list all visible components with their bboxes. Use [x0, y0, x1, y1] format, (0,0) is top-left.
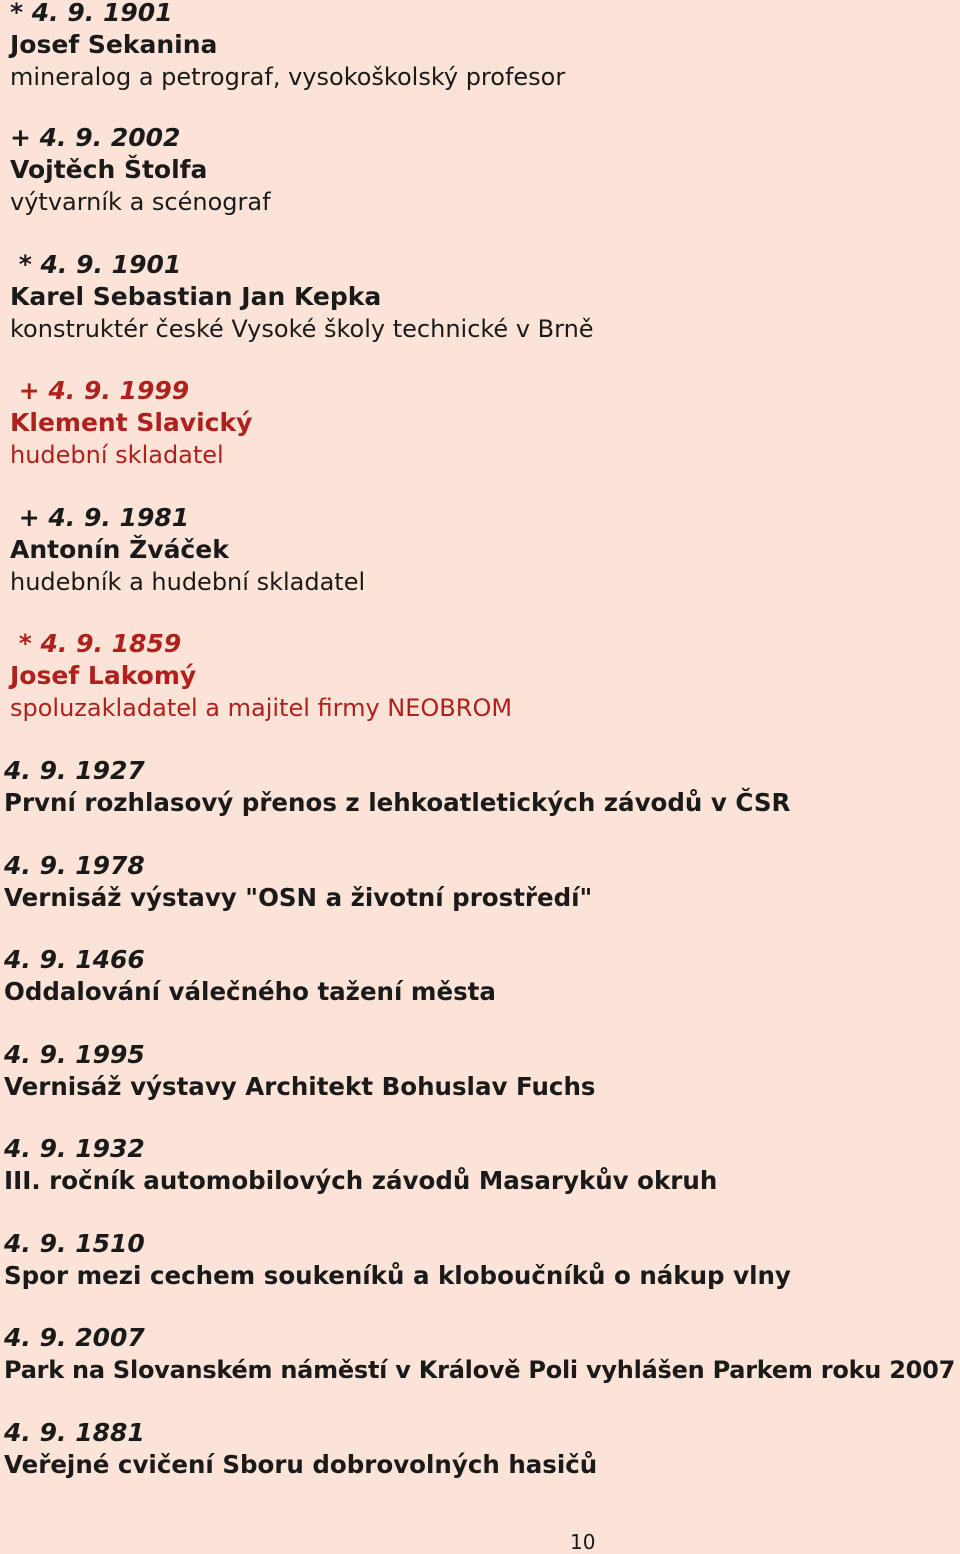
event-date: 4. 9. 1510 [4, 1229, 145, 1258]
person-description: mineralog a petrograf, vysokoškolský profesor [10, 63, 566, 91]
event-title: Oddalování válečného tažení města [4, 977, 496, 1006]
person-name: Antonín Žváček [10, 535, 229, 564]
event-title: Vernisáž výstavy Architekt Bohuslav Fuchs [4, 1072, 596, 1101]
person-name: Karel Sebastian Jan Kepka [10, 282, 382, 311]
event-entry [4, 850, 592, 914]
event-entry [4, 755, 790, 819]
person-entry-zvacek [10, 502, 365, 598]
person-name: Vojtěch Štolfa [10, 155, 208, 184]
event-entry [4, 944, 496, 1008]
person-name: Josef Sekanina [10, 30, 218, 59]
event-title: První rozhlasový přenos z lehkoatletických závodů v ČSR [4, 788, 791, 817]
person-entry-slavicky [10, 375, 252, 471]
person-entry-kepka [10, 249, 594, 345]
event-date: 4. 9. 1927 [4, 756, 145, 785]
person-description: hudební skladatel [10, 441, 224, 469]
event-title: III. ročník automobilových závodů Masarykův okruh [4, 1166, 718, 1195]
event-date: 4. 9. 1978 [4, 851, 145, 880]
event-entry [4, 1228, 791, 1292]
event-date: 4. 9. 1995 [4, 1040, 145, 1069]
person-description: konstruktér české Vysoké školy technické v Brně [10, 315, 594, 343]
event-entry [4, 1039, 595, 1103]
event-date: 4. 9. 1466 [4, 945, 145, 974]
event-date: 4. 9. 1932 [4, 1134, 145, 1163]
person-description: spoluzakladatel a majitel firmy NEOBROM [10, 694, 513, 722]
person-entry-sekanina [10, 0, 565, 93]
person-name: Klement Slavický [10, 408, 253, 437]
event-title: Spor mezi cechem soukeníků a kloboučníků o nákup vlny [4, 1261, 791, 1290]
event-date: 4. 9. 1881 [4, 1418, 145, 1447]
event-title: Vernisáž výstavy "OSN a životní prostředí" [4, 883, 593, 912]
person-date: * 4. 9. 1859 [10, 629, 182, 658]
person-date: + 4. 9. 1981 [10, 503, 190, 532]
person-date: + 4. 9. 1999 [10, 376, 190, 405]
person-description: výtvarník a scénograf [10, 188, 271, 216]
person-date: * 4. 9. 1901 [10, 0, 173, 27]
event-date: 4. 9. 2007 [4, 1323, 145, 1352]
person-entry-stolfa [10, 122, 271, 218]
person-description: hudebník a hudební skladatel [10, 568, 366, 596]
event-entry [4, 1133, 717, 1197]
event-title: Veřejné cvičení Sboru dobrovolných hasičů [4, 1450, 598, 1479]
person-date: + 4. 9. 2002 [10, 123, 181, 152]
event-entry [4, 1322, 955, 1386]
person-entry-lakomy [10, 628, 512, 724]
event-title: Park na Slovanském náměstí v Králově Poli vyhlášen Parkem roku 2007 [4, 1356, 956, 1384]
person-date: * 4. 9. 1901 [10, 250, 182, 279]
event-entry [4, 1417, 597, 1481]
person-name: Josef Lakomý [10, 661, 197, 690]
page-number: 10 [570, 1530, 596, 1554]
